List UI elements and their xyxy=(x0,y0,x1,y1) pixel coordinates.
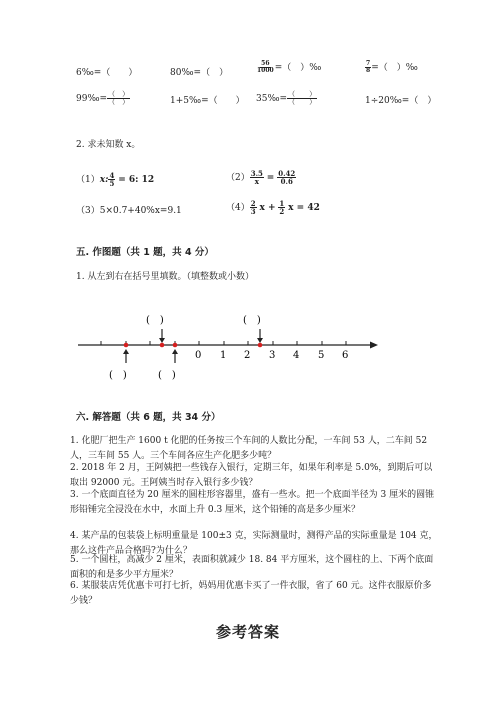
frac-den: 8 xyxy=(366,67,371,74)
frac-den: （ ） xyxy=(108,98,130,106)
conv-item-4 xyxy=(365,60,418,74)
arrow-up-1-head xyxy=(123,349,129,354)
section5-heading: 五. 作图题（共 1 题，共 4 分） xyxy=(76,247,214,258)
eq1-rest: = 6: 12 xyxy=(118,175,155,185)
problem-2: 2. 2018 年 2 月，王阿姨把一些钱存入银行，定期三年，如果年利率是 5.0%，到期后可以取出 92000 元。王阿姨当时存入银行多少钱？ xyxy=(70,463,433,488)
equation-3: （3）5×0.7+40%x=9.1 xyxy=(76,206,182,216)
equation-4 xyxy=(226,200,320,215)
frac-den: （ ） xyxy=(288,98,317,106)
frac-num: 56 xyxy=(261,60,270,67)
conv-item-1: 6‰=（ ） xyxy=(76,68,138,78)
top-paren-1: ( ) xyxy=(146,315,164,326)
conv-item-6: 1+5‰=（ ） xyxy=(170,96,245,106)
frac-num: （ ） xyxy=(108,90,130,98)
tick-label-5: 5 xyxy=(318,350,325,361)
conv-item-5-pre: 99‰= xyxy=(76,94,108,104)
frac-num: 4 xyxy=(109,171,115,180)
top-paren-2: ( ) xyxy=(243,315,261,326)
conv-item-7 xyxy=(256,91,317,106)
frac-den: x xyxy=(254,177,259,186)
number-line-figure xyxy=(60,300,390,385)
answer-title: 参考答案 xyxy=(216,623,281,641)
bottom-paren-2: ( ) xyxy=(158,370,176,381)
bottom-paren-1: ( ) xyxy=(109,370,127,381)
eq2-equals: = xyxy=(266,173,275,183)
conv-item-3 xyxy=(256,60,321,74)
problem-3: 3. 一个底面直径为 20 厘米的圆柱形容器里，盛有一些水。把一个底面半径为 3 厘米的圆锥形铅锤完全浸没在水中，水面上升 0.3 厘米，这个铅锤的高是多少厘米？ xyxy=(70,490,435,515)
tick-label-6: 6 xyxy=(342,350,349,361)
tick-label-4: 4 xyxy=(293,350,300,361)
frac-num: 1 xyxy=(279,199,285,208)
problem-6: 6. 某服装店凭优惠卡可打七折，妈妈用优惠卡买了一件衣服，省了 60 元。这件衣服原价多少钱？ xyxy=(70,581,432,606)
eq2-label: （2） xyxy=(226,173,250,183)
arrow-up-2-head xyxy=(172,349,178,354)
arrow-down-1-head xyxy=(159,338,165,343)
red-point-4 xyxy=(258,343,263,348)
equation-2 xyxy=(226,170,296,185)
frac-den: 0.6 xyxy=(280,177,293,186)
problem-4: 4. 某产品的包装袋上标明重量是 100±3 克，实际测量时，测得产品的实际重量是 104 克，那么这件产品合格吗?为什么？ xyxy=(70,531,438,556)
eq1-var: x: xyxy=(99,175,109,185)
equation-1 xyxy=(76,172,154,187)
conv-item-7-pre: 35‰= xyxy=(256,94,288,104)
red-point-2 xyxy=(160,343,165,348)
frac-den: 5 xyxy=(109,179,115,188)
number-line-arrowhead xyxy=(370,342,378,349)
conv-item-2: 80‰=（ ） xyxy=(170,68,229,78)
conv-item-4-post: =（ ）‰ xyxy=(371,63,418,73)
tick-label-0: 0 xyxy=(195,350,202,361)
frac-num: 2 xyxy=(250,199,256,208)
eq4-rest: x = 42 xyxy=(288,203,320,213)
eq4-label: （4） xyxy=(226,203,250,213)
conv-item-8: 1÷20‰=（ ） xyxy=(365,96,437,106)
frac-den: 1000 xyxy=(257,67,274,74)
conv-item-5 xyxy=(76,91,130,106)
frac-den: 2 xyxy=(279,207,285,216)
solve-heading: 2. 求未知数 x。 xyxy=(76,140,141,150)
red-point-1 xyxy=(124,343,129,348)
problem-1: 1. 化肥厂把生产 1600 t 化肥的任务按三个车间的人数比分配，一车间 53 人，二车间 52 人，三车间 55 人。三个车间各应生产化肥多少吨？ xyxy=(70,436,428,461)
frac-den: 3 xyxy=(250,207,256,216)
frac-num: 0.42 xyxy=(278,169,296,178)
conv-item-3-post: =（ ）‰ xyxy=(274,63,322,73)
frac-num: （ ） xyxy=(288,90,317,98)
red-point-3 xyxy=(173,343,178,348)
problem-5: 5. 一个圆柱，高减少 2 厘米，表面积就减少 18. 84 平方厘米，这个圆柱的上、下两个底面面积的和是多少平方厘米？ xyxy=(70,555,434,580)
eq1-label: （1） xyxy=(76,175,100,185)
eq4-mid: x + xyxy=(259,203,276,213)
tick-label-2: 2 xyxy=(244,350,251,361)
tick-label-3: 3 xyxy=(269,350,276,361)
section5-question-1: 1. 从左到右在括号里填数。（填整数或小数） xyxy=(76,272,254,282)
section6-heading: 六. 解答题（共 6 题，共 34 分） xyxy=(76,412,221,423)
arrow-down-2-head xyxy=(257,338,263,343)
tick-label-1: 1 xyxy=(220,350,227,361)
frac-num: 7 xyxy=(366,60,371,67)
frac-num: 3.5 xyxy=(250,169,263,178)
